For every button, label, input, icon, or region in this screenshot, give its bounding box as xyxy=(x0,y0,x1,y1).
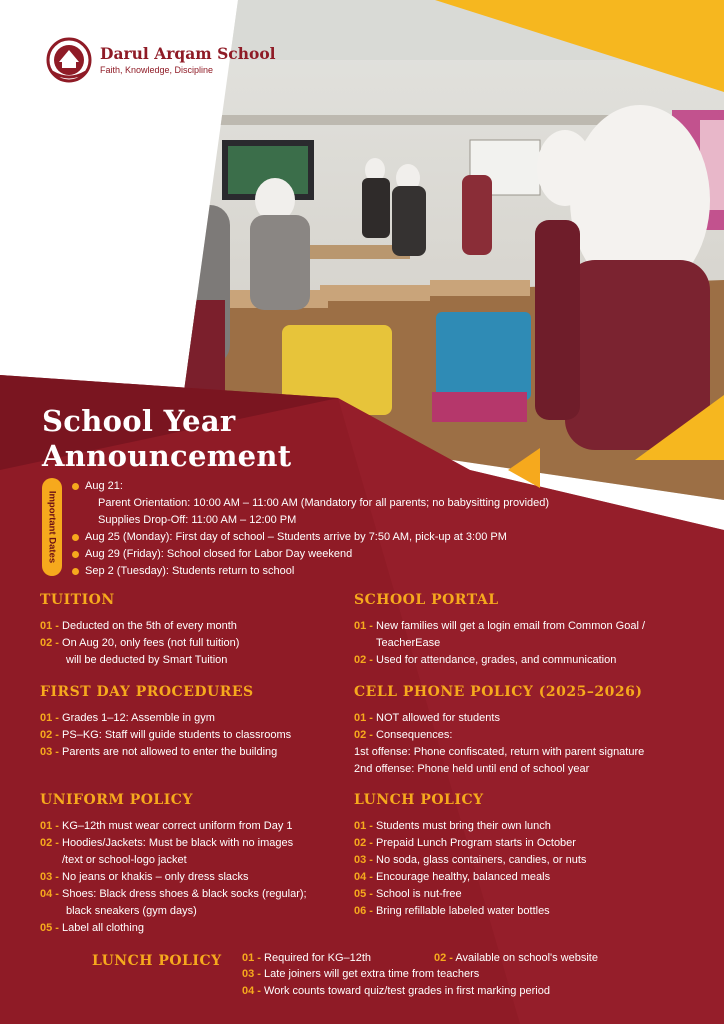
lunch-section xyxy=(354,792,586,920)
page-title xyxy=(42,404,292,474)
list-item: 05 - Label all clothing xyxy=(40,922,144,934)
list-item: 06 - Bring refillable labeled water bottles xyxy=(354,905,550,917)
bullet-icon xyxy=(72,483,79,490)
school-portal-section xyxy=(354,592,645,669)
first-day-section xyxy=(40,684,291,761)
offense-item: 1st offense: Phone confiscated, return with parent signature xyxy=(354,746,645,758)
list-item: 01 - Deducted on the 5th of every month xyxy=(40,620,237,632)
list-item: 02 - Consequences: xyxy=(354,729,453,741)
lunch-policy-2-title: LUNCH POLICY xyxy=(92,953,222,969)
cell-phone-section xyxy=(354,684,644,778)
date-subitem: Supplies Drop-Off: 11:00 AM – 12:00 PM xyxy=(98,514,297,526)
school-logo xyxy=(42,36,276,84)
bullet-icon xyxy=(72,551,79,558)
list-item: 03 - No jeans or khakis – only dress slacks xyxy=(40,871,249,883)
list-item: 02 - Available on school's website xyxy=(434,952,598,964)
list-item: 02 - On Aug 20, only fees (not full tuition) xyxy=(40,637,240,649)
list-item: 01 - Grades 1–12: Assemble in gym xyxy=(40,712,215,724)
list-item: 02 - Prepaid Lunch Program starts in October xyxy=(354,837,576,849)
list-item-continuation: /text or school-logo jacket xyxy=(62,854,187,866)
list-item: 03 - No soda, glass containers, candies, or nuts xyxy=(354,854,587,866)
school-portal-title: SCHOOL PORTAL xyxy=(354,592,499,608)
list-item: 02 - Used for attendance, grades, and communication xyxy=(354,654,617,666)
list-item-continuation: will be deducted by Smart Tuition xyxy=(66,654,228,666)
list-item: 04 - Encourage healthy, balanced meals xyxy=(354,871,551,883)
list-item: 01 - New families will get a login email from Common Goal / xyxy=(354,620,646,632)
uniform-title: UNIFORM POLICY xyxy=(40,792,193,808)
title-line-2: Announcement xyxy=(42,439,292,473)
date-item: Aug 29 (Friday): School closed for Labor Day weekend xyxy=(72,546,712,563)
date-item: Aug 25 (Monday): First day of school – Students arrive by 7:50 AM, pick-up at 3:00 PM xyxy=(72,529,712,546)
list-item: 04 - Shoes: Black dress shoes & black socks (regular); xyxy=(40,888,307,900)
tuition-section xyxy=(40,592,239,669)
list-item: 03 - Parents are not allowed to enter the building xyxy=(40,746,278,758)
tuition-title: TUITION xyxy=(40,592,115,608)
list-item-continuation: TeacherEase xyxy=(376,637,441,649)
important-dates-label: Important Dates xyxy=(46,490,58,564)
date-item: Sep 2 (Tuesday): Students return to school xyxy=(72,563,712,580)
list-item: 04 - Work counts toward quiz/test grades in first marking period xyxy=(242,985,550,997)
title-line-1: School Year xyxy=(42,404,236,438)
school-tagline: Faith, Knowledge, Discipline xyxy=(100,65,214,75)
bullet-icon xyxy=(72,568,79,575)
list-item: 02 - PS–KG: Staff will guide students to classrooms xyxy=(40,729,292,741)
bullet-icon xyxy=(72,534,79,541)
date-item: Aug 21: xyxy=(72,478,712,495)
list-item: 01 - NOT allowed for students xyxy=(354,712,500,724)
date-subitem: Parent Orientation: 10:00 AM – 11:00 AM (Mandatory for all parents; no babysitting provided) xyxy=(98,497,550,509)
important-dates-list xyxy=(72,478,712,580)
uniform-section xyxy=(40,792,307,937)
list-item: 02 - Hoodies/Jackets: Must be black with no images xyxy=(40,837,294,849)
list-item: 01 - KG–12th must wear correct uniform from Day 1 xyxy=(40,820,293,832)
lunch-title: LUNCH POLICY xyxy=(354,792,484,808)
offense-item: 2nd offense: Phone held until end of school year xyxy=(354,763,590,775)
school-name: Darul Arqam School xyxy=(100,44,276,63)
list-item: 05 - School is nut-free xyxy=(354,888,462,900)
list-item: 01 - Students must bring their own lunch xyxy=(354,820,551,832)
first-day-title: FIRST DAY PROCEDURES xyxy=(40,684,254,700)
list-item-continuation: black sneakers (gym days) xyxy=(66,905,197,917)
list-item: 03 - Late joiners will get extra time from teachers xyxy=(242,968,480,980)
school-crest-icon xyxy=(42,36,96,84)
list-item: 01 - Required for KG–12th xyxy=(242,952,372,964)
cell-phone-title: CELL PHONE POLICY (2025–2026) xyxy=(354,684,643,700)
